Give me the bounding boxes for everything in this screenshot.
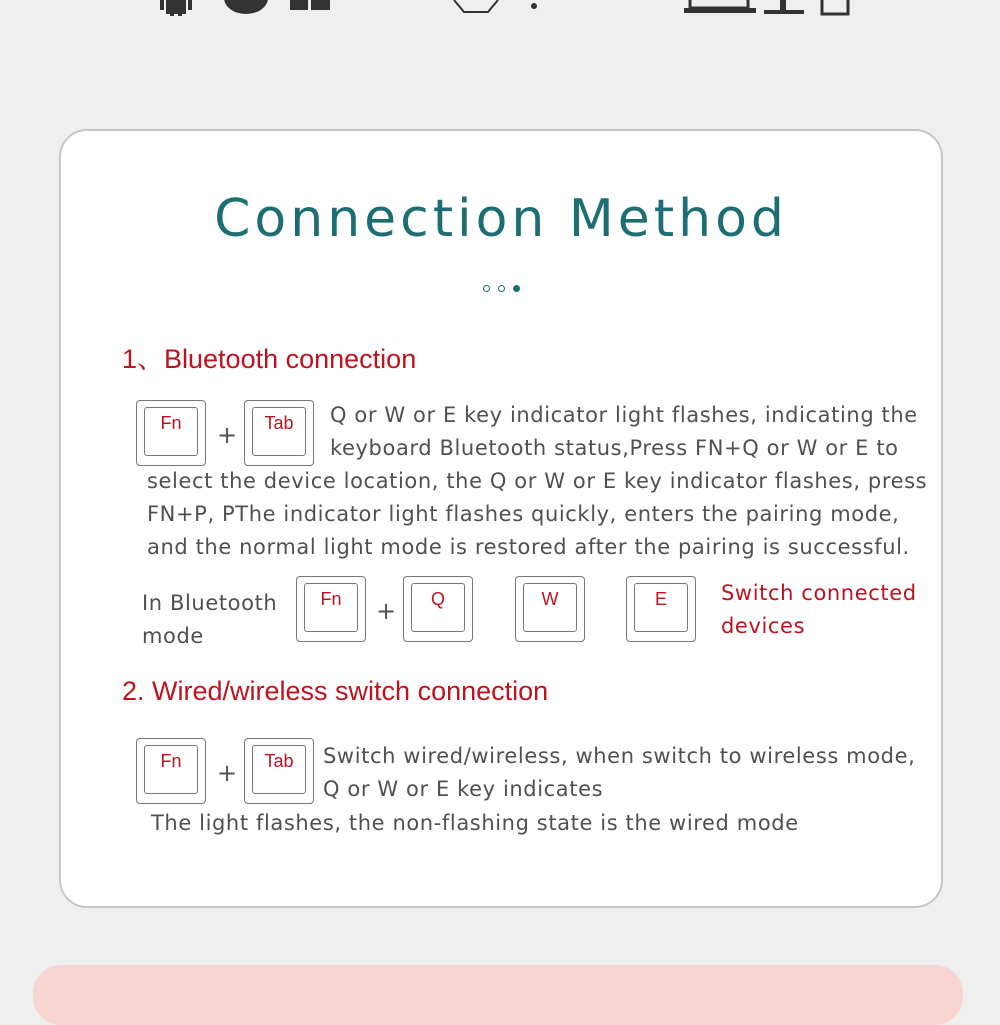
section1-desc-line5: and the normal light mode is restored after the pairing is successful. xyxy=(147,535,910,559)
section2-desc-line2: Q or W or E key indicates xyxy=(323,777,604,801)
connection-card xyxy=(59,129,943,908)
fn-key xyxy=(136,738,206,804)
e-key xyxy=(626,576,696,642)
section1-heading: 1、Bluetooth connection xyxy=(122,344,417,374)
fn-key-label: Fn xyxy=(320,589,342,609)
plus-sign: + xyxy=(376,597,397,625)
switch-devices-line2: devices xyxy=(721,614,806,638)
apple-icon xyxy=(222,0,270,16)
bottom-banner xyxy=(33,965,963,1025)
bluetooth-mode-label-line1: In Bluetooth xyxy=(142,591,278,615)
plus-sign: + xyxy=(217,421,238,449)
fn-key xyxy=(136,400,206,466)
tab-key xyxy=(244,400,314,466)
pager-dot-2 xyxy=(498,285,505,292)
fn-key-label: Fn xyxy=(160,751,182,771)
section1-desc-line2: keyboard Bluetooth status,Press FN+Q or W or E to xyxy=(330,436,899,460)
section1-desc-line1: Q or W or E key indicator light flashes, indicating the xyxy=(330,403,918,427)
section1-desc-line4: FN+P, PThe indicator light flashes quickly, enters the pairing mode, xyxy=(147,502,900,526)
phone-icon xyxy=(818,0,852,16)
pager-dot-3-active xyxy=(513,285,520,292)
android-icon xyxy=(158,0,194,16)
section1-desc-line3: select the device location, the Q or W or E key indicator flashes, press xyxy=(147,469,928,493)
desktop-icon xyxy=(760,0,816,16)
q-key xyxy=(403,576,473,642)
keyboard-icon xyxy=(452,0,542,16)
bluetooth-mode-label-line2: mode xyxy=(142,624,204,648)
tab-key-label: Tab xyxy=(264,751,294,771)
section2-desc-line3: The light flashes, the non-flashing state is the wired mode xyxy=(151,811,799,835)
w-key-label: W xyxy=(541,589,559,609)
e-key-label: E xyxy=(654,589,667,609)
q-key-label: Q xyxy=(430,589,445,609)
section2-heading: 2. Wired/wireless switch connection xyxy=(122,676,549,706)
switch-devices-line1: Switch connected xyxy=(721,581,917,605)
windows-icon xyxy=(288,0,332,16)
tab-key-label: Tab xyxy=(264,413,294,433)
laptop-icon xyxy=(684,0,756,16)
fn-key-label: Fn xyxy=(160,413,182,433)
pager-dot-1 xyxy=(483,285,490,292)
top-icon-row xyxy=(0,0,1000,16)
page-title: Connection Method xyxy=(214,189,788,249)
fn-key xyxy=(296,576,366,642)
w-key xyxy=(515,576,585,642)
pager-dots xyxy=(61,285,941,292)
tab-key xyxy=(244,738,314,804)
section2-desc-line1: Switch wired/wireless, when switch to wireless mode, xyxy=(323,744,916,768)
plus-sign: + xyxy=(217,759,238,787)
